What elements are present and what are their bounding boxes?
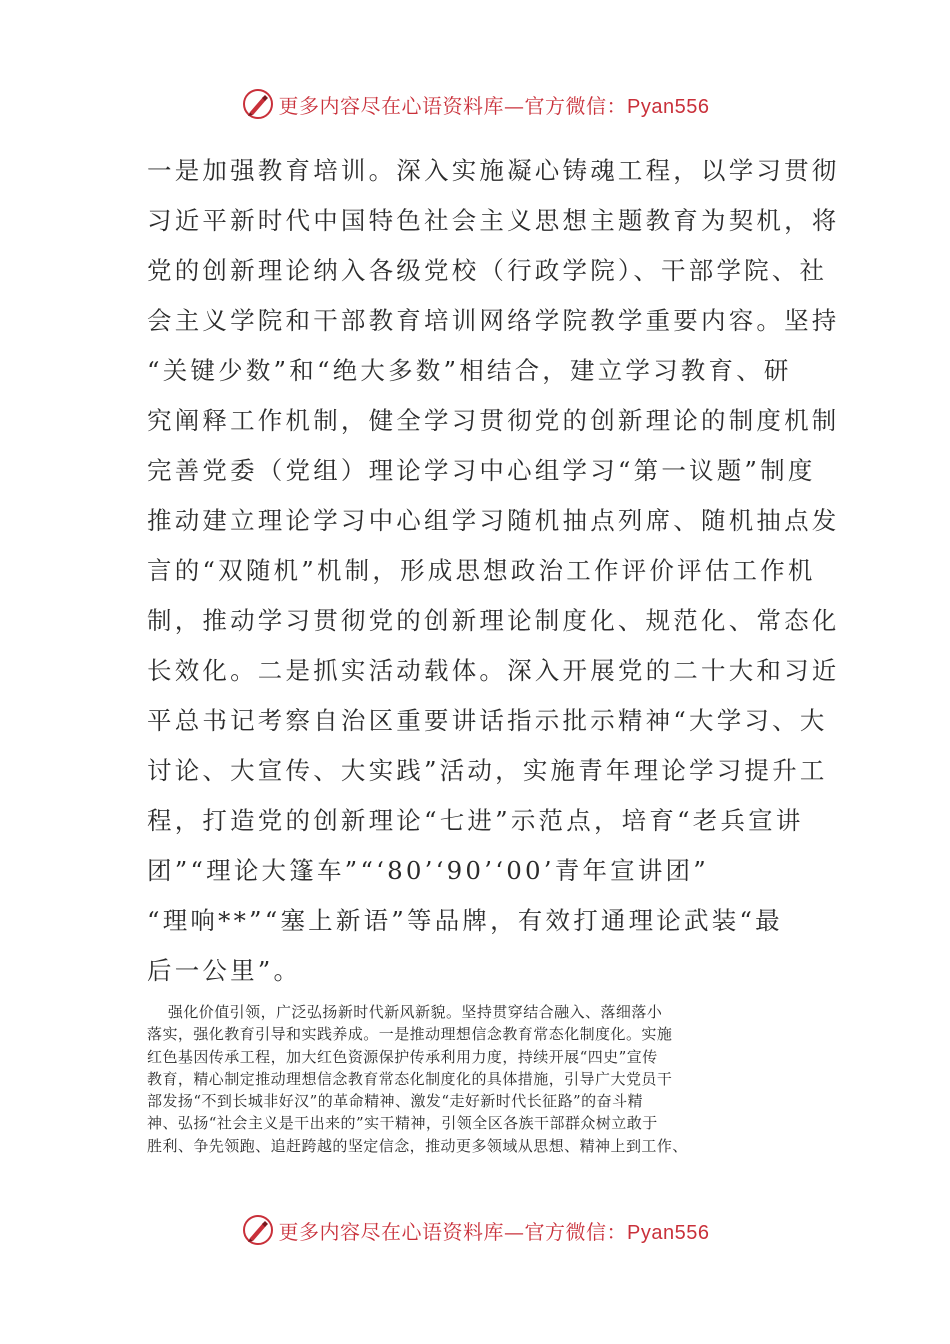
text-line: 言的“双随机”机制，形成思想政治工作评价评估工作机 <box>147 556 816 585</box>
text-line: 红色基因传承工程，加大红色资源保护传承利用力度，持续开展“四史”宣传 <box>147 1047 658 1066</box>
main-paragraph <box>147 146 840 996</box>
wechat-id: Pyan556 <box>627 1221 710 1244</box>
pen-logo-icon <box>241 87 275 121</box>
wechat-id: Pyan556 <box>627 95 710 118</box>
text-line: 胜利、争先领跑、追赶跨越的坚定信念，推动更多领域从思想、精神上到工作、 <box>147 1136 688 1155</box>
text-line: 会主义学院和干部教育培训网络学院教学重要内容。坚持 <box>147 306 840 335</box>
text-line: 强化价值引领，广泛弘扬新时代新风新貌。坚持贯穿结合融入、落细落小 <box>147 1003 663 1021</box>
text-line: 部发扬“不到长城非好汉”的革命精神、激发“走好新时代长征路”的奋斗精 <box>147 1092 643 1111</box>
pen-logo-icon <box>241 1213 275 1247</box>
footer-banner <box>0 1210 950 1250</box>
text-line: 长效化。二是抓实活动载体。深入开展党的二十大和习近 <box>147 656 840 685</box>
text-line: 究阐释工作机制，健全学习贯彻党的创新理论的制度机制 <box>147 406 840 435</box>
text-line: 推动建立理论学习中心组学习随机抽点列席、随机抽点发 <box>147 506 840 535</box>
header-banner <box>0 84 950 124</box>
text-line: “关键少数”和“绝大多数”相结合，建立学习教育、研 <box>147 356 792 385</box>
text-line: 团”“理论大篷车”“‘80’‘90’‘00’青年宣讲团” <box>147 856 709 885</box>
text-line: 平总书记考察自治区重要讲话指示批示精神“大学习、大 <box>147 706 828 735</box>
banner-text: 更多内容尽在心语资料库—官方微信：Pyan556 <box>278 1219 710 1244</box>
text-line: 习近平新时代中国特色社会主义思想主题教育为契机，将 <box>147 206 840 235</box>
text-line: “理响**”“塞上新语”等品牌，有效打通理论武装“最 <box>147 906 783 935</box>
text-line: 讨论、大宣传、大实践”活动，实施青年理论学习提升工 <box>147 756 828 785</box>
text-line: 落实，强化教育引导和实践养成。一是推动理想信念教育常态化制度化。实施 <box>147 1025 673 1044</box>
text-line: 党的创新理论纳入各级党校（行政学院）、干部学院、社 <box>147 256 828 285</box>
secondary-paragraph <box>147 1001 815 1157</box>
text-line: 完善党委（党组）理论学习中心组学习“第一议题”制度 <box>147 456 816 485</box>
text-line: 后一公里”。 <box>147 956 302 985</box>
text-line: 神、弘扬“社会主义是干出来的”实干精神，引领全区各族干部群众树立敢于 <box>147 1114 658 1133</box>
text-line: 程，打造党的创新理论“七进”示范点，培育“老兵宣讲 <box>147 806 804 835</box>
text-line: 制，推动学习贯彻党的创新理论制度化、规范化、常态化 <box>147 606 840 635</box>
text-line: 一是加强教育培训。深入实施凝心铸魂工程，以学习贯彻 <box>147 156 840 185</box>
text-line: 教育，精心制定推动理想信念教育常态化制度化的具体措施，引导广大党员干 <box>147 1069 673 1088</box>
banner-text: 更多内容尽在心语资料库—官方微信：Pyan556 <box>278 93 710 118</box>
